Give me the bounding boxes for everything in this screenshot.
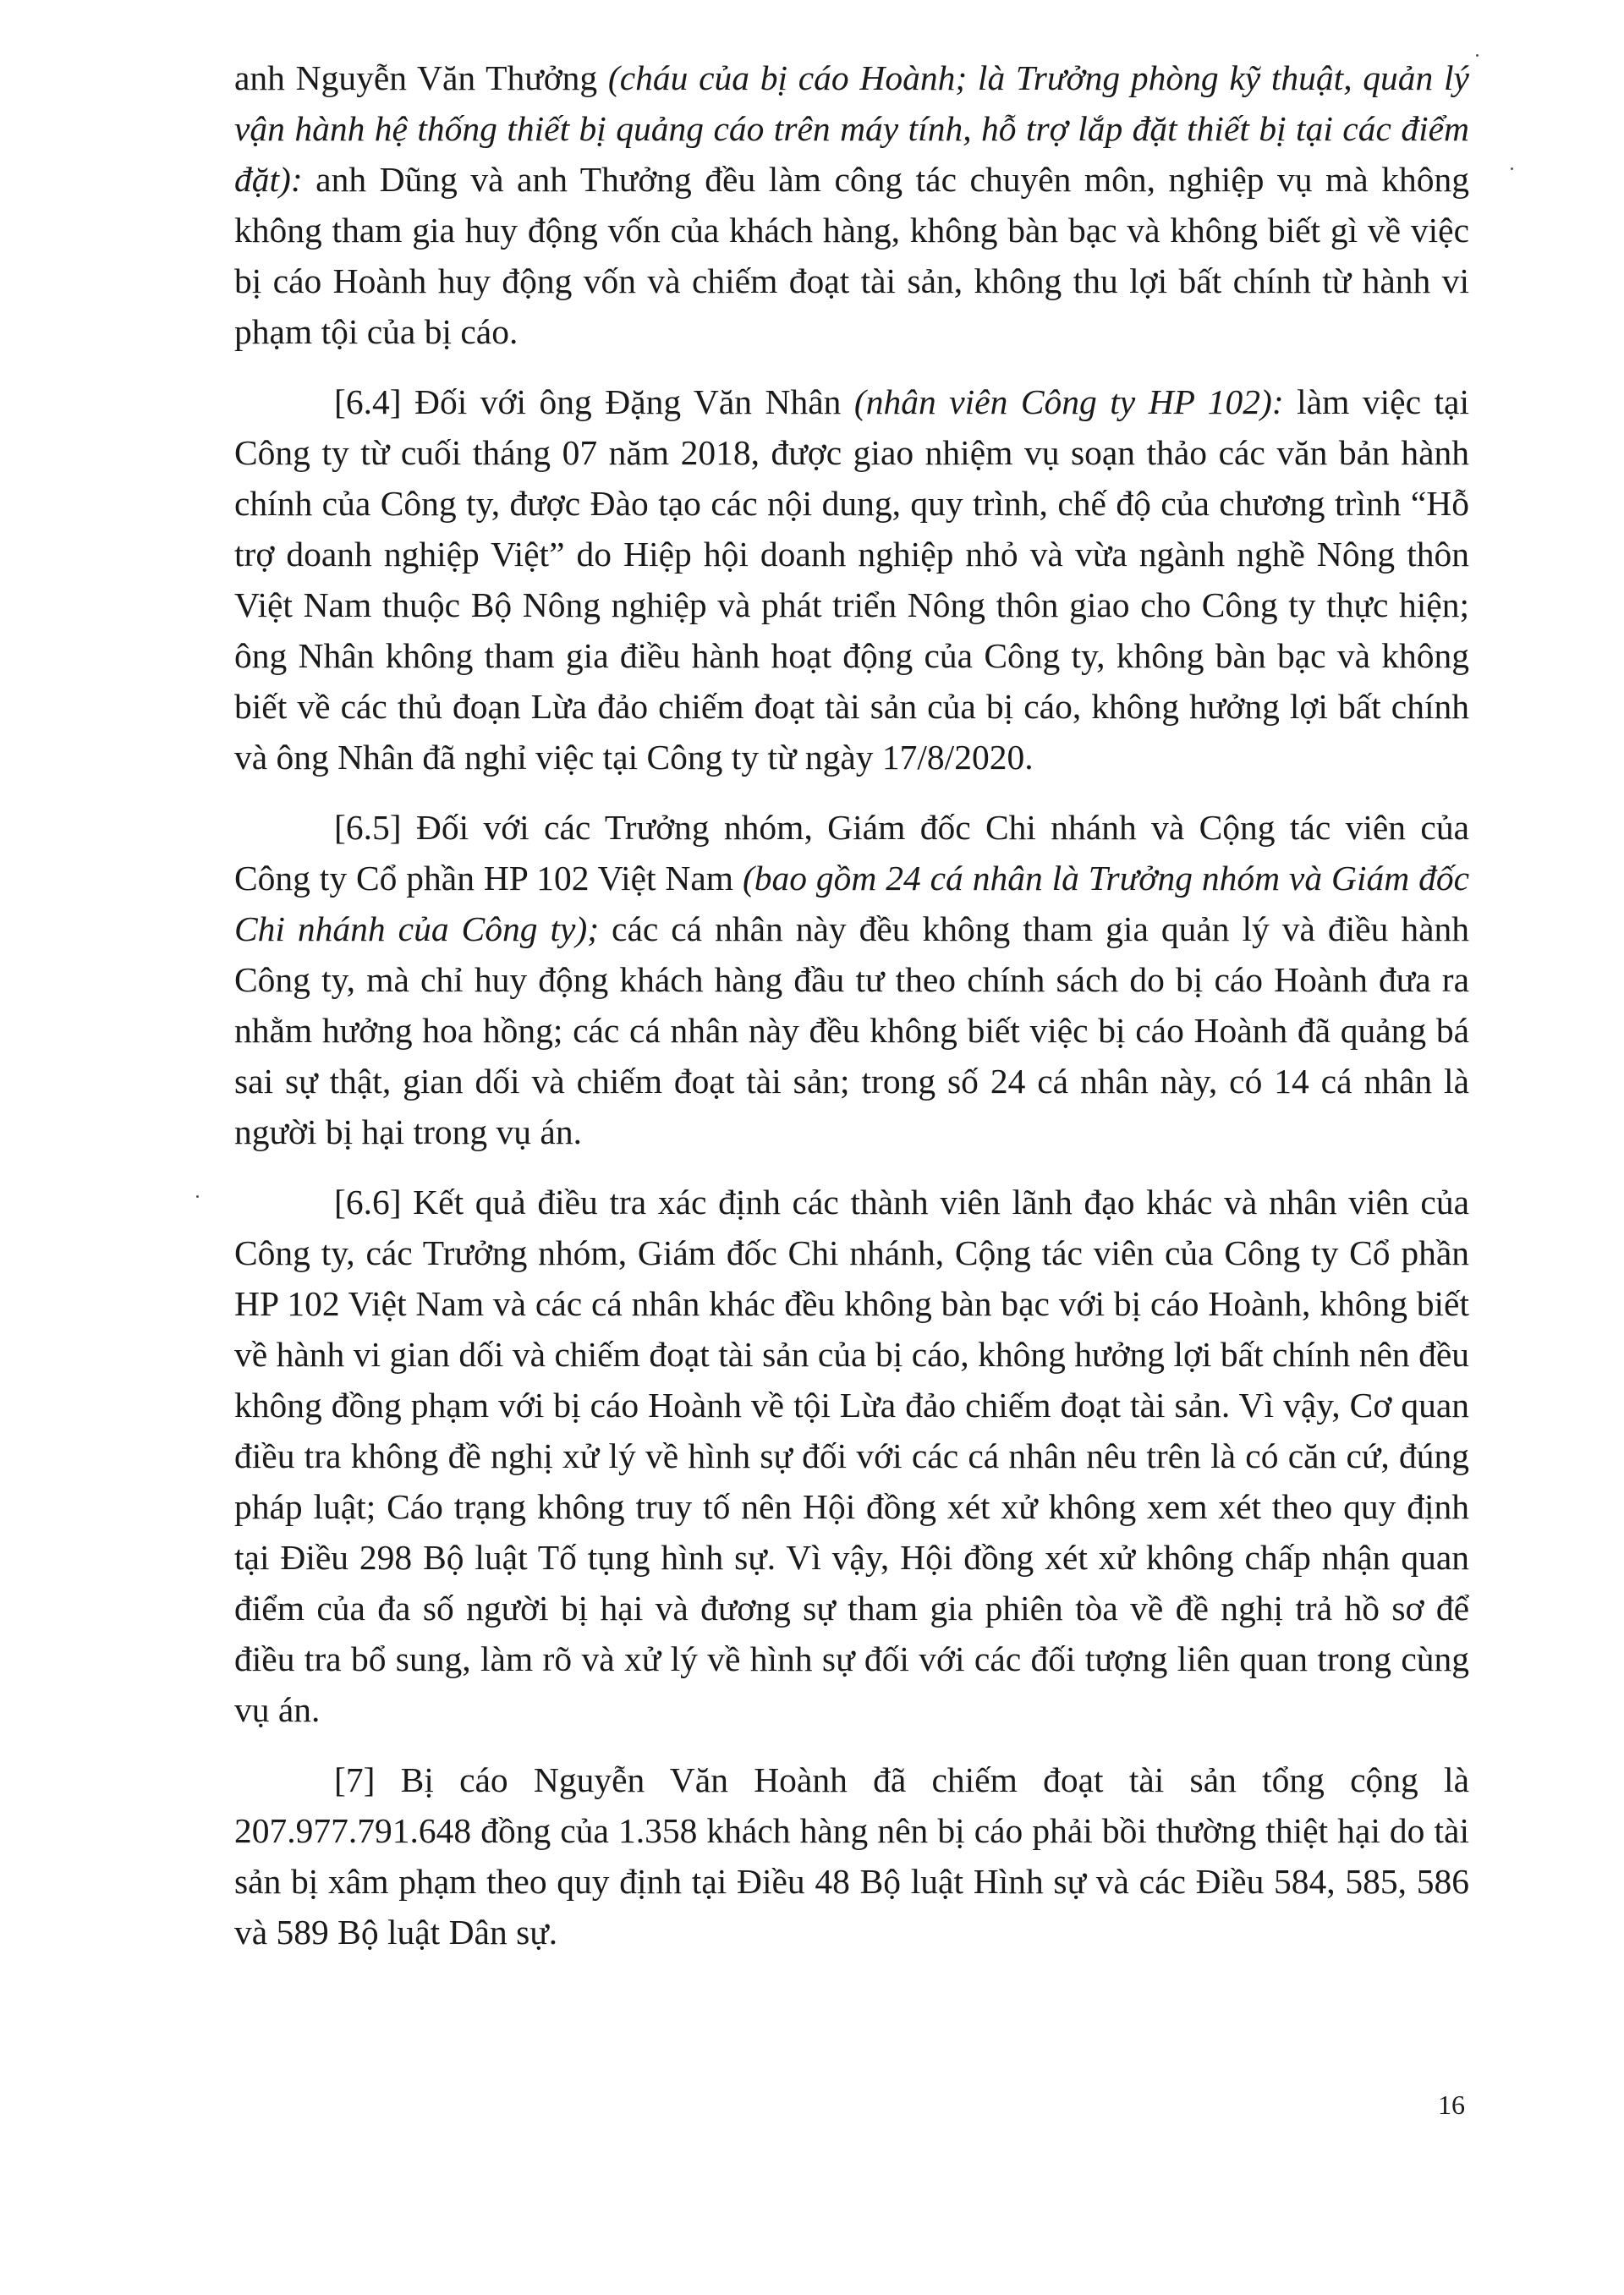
scan-speck (1511, 167, 1513, 170)
text-segment: [6.5] Đối với các Trưởng nhóm, Giám đốc Chi nhánh và Cộng tác viên của Công ty Cổ phần HP 102 Việt Nam (234, 808, 1469, 898)
text-segment: làm việc tại Công ty từ cuối tháng 07 năm 2018, được giao nhiệm vụ soạn thảo các văn bản hành chính của Công ty, được Đào tạo các nội dung, quy trình, chế độ của chương trình “Hỗ trợ doanh nghiệp Việt” do Hiệp hội doanh nghiệp nhỏ và vừa ngành nghề Nông thôn Việt Nam thuộc Bộ Nông nghiệp và phát triển Nông thôn giao cho Công ty thực hiện; ông Nhân không tham gia điều hành hoạt động của Công ty, không bàn bạc và không biết về các thủ đoạn Lừa đảo chiếm đoạt tài sản của bị cáo, không hưởng lợi bất chính và ông Nhân đã nghỉ việc tại Công ty từ ngày 17/8/2020. (234, 382, 1469, 777)
paragraph-6-5 (234, 802, 1469, 1157)
document-page (234, 52, 1469, 1957)
text-segment: [6.4] Đối với ông Đặng Văn Nhân (334, 382, 854, 421)
text-segment: [7] Bị cáo Nguyễn Văn Hoành đã chiếm đoạt tài sản tổng cộng là 207.977.791.648 đồng của 1.358 khách hàng nên bị cáo phải bồi thường thiệt hại do tài sản bị xâm phạm theo quy định tại Điều 48 Bộ luật Hình sự và các Điều 584, 585, 586 và 589 Bộ luật Dân sự. (234, 1760, 1469, 1952)
paragraph-6-6 (234, 1177, 1469, 1735)
text-segment: anh Dũng và anh Thưởng đều làm công tác chuyên môn, nghiệp vụ mà không không tham gia huy động vốn của khách hàng, không bàn bạc và không biết gì về việc bị cáo Hoành huy động vốn và chiếm đoạt tài sản, không thu lợi bất chính từ hành vi phạm tội của bị cáo. (234, 160, 1469, 351)
text-segment: các cá nhân này đều không tham gia quản lý và điều hành Công ty, mà chỉ huy động khách hàng đầu tư theo chính sách do bị cáo Hoành đưa ra nhằm hưởng hoa hồng; các cá nhân này đều không biết việc bị cáo Hoành đã quảng bá sai sự thật, gian dối và chiếm đoạt tài sản; trong số 24 cá nhân này, có 14 cá nhân là người bị hại trong vụ án. (234, 909, 1469, 1151)
paragraph-6-4 (234, 376, 1469, 782)
scan-speck (1476, 54, 1479, 57)
text-segment: anh Nguyễn Văn Thưởng (234, 58, 608, 97)
italic-segment: (bao gồm 24 cá nhân là Trưởng nhóm và Giám đốc Chi nhánh của Công ty); (234, 859, 1469, 948)
paragraph-7 (234, 1754, 1469, 1957)
text-segment: [6.6] Kết quả điều tra xác định các thành viên lãnh đạo khác và nhân viên của Công ty, các Trưởng nhóm, Giám đốc Chi nhánh, Cộng tác viên của Công ty Cổ phần HP 102 Việt Nam và các cá nhân khác đều không bàn bạc với bị cáo Hoành, không biết về hành vi gian dối và chiếm đoạt tài sản của bị cáo, không hưởng lợi bất chính nên đều không đồng phạm với bị cáo Hoành về tội Lừa đảo chiếm đoạt tài sản. Vì vậy, Cơ quan điều tra không đề nghị xử lý về hình sự đối với các cá nhân nêu trên là có căn cứ, đúng pháp luật; Cáo trạng không truy tố nên Hội đồng xét xử không xem xét theo quy định tại Điều 298 Bộ luật Tố tụng hình sự. Vì vậy, Hội đồng xét xử không chấp nhận quan điểm của đa số người bị hại và đương sự tham gia phiên tòa về đề nghị trả hồ sơ để điều tra bổ sung, làm rõ và xử lý về hình sự đối với các đối tượng liên quan trong cùng vụ án. (234, 1183, 1469, 1729)
scan-speck (196, 1195, 199, 1198)
page-number: 16 (1438, 2089, 1465, 2120)
paragraph-1 (234, 52, 1469, 357)
italic-segment: (nhân viên Công ty HP 102): (853, 382, 1284, 421)
italic-segment: (cháu của bị cáo Hoành; là Trưởng phòng kỹ thuật, quản lý vận hành hệ thống thiết bị quảng cáo trên máy tính, hỗ trợ lắp đặt thiết bị tại các điểm đặt): (234, 58, 1469, 199)
